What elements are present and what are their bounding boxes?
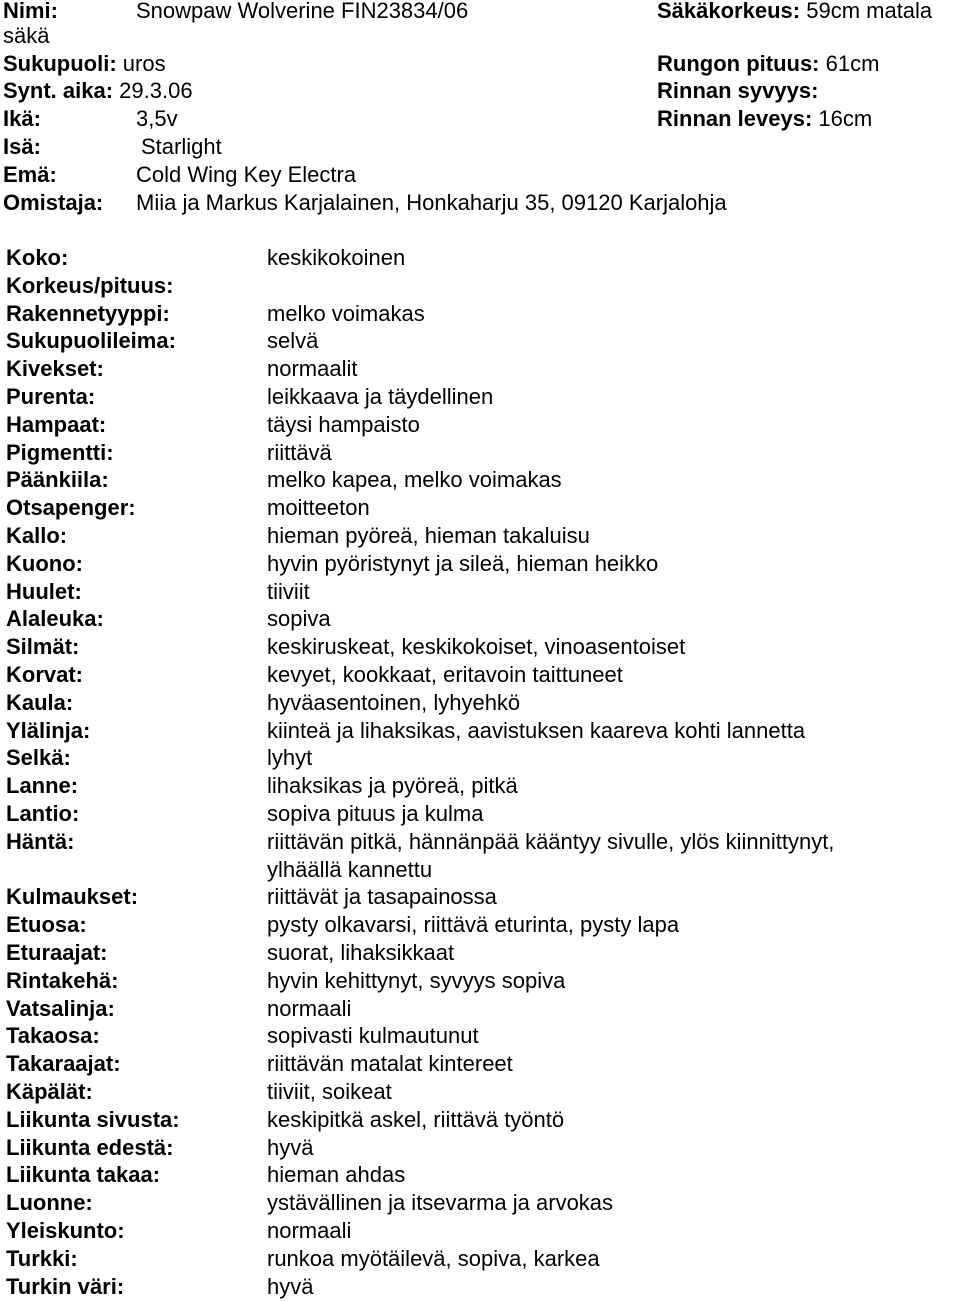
evaluation-label: Yleiskunto:: [6, 1218, 125, 1243]
omistaja-value: Miia ja Markus Karjalainen, Honkaharju 35, 09120 Karjalohja: [136, 190, 727, 215]
evaluation-row: [3, 494, 960, 522]
evaluation-value: lihaksikas ja pyöreä, pitkä: [267, 773, 518, 799]
evaluation-row: [3, 327, 960, 355]
ema-label: Emä:: [3, 162, 57, 187]
evaluation-row: [3, 1078, 960, 1106]
rungon-pituus-label: Rungon pituus:: [657, 51, 820, 76]
evaluation-row: [3, 633, 960, 661]
evaluation-value: kevyet, kookkaat, eritavoin taittuneet: [267, 662, 623, 687]
evaluation-row: [3, 1245, 960, 1273]
nimi-wrap-row: [3, 22, 960, 50]
ika-row: [3, 105, 960, 133]
evaluation-row: [3, 717, 960, 745]
evaluation-value: sopivasti kulmautunut: [267, 1023, 479, 1049]
evaluation-label: Purenta:: [6, 384, 96, 409]
evaluation-value: suorat, lihaksikkaat: [267, 940, 455, 965]
evaluation-label: Turkin väri:: [6, 1273, 125, 1299]
evaluation-label: Pigmentti:: [6, 439, 114, 465]
isa-label: Isä:: [3, 134, 41, 159]
ika-value: 3,5v: [136, 106, 178, 131]
evaluation-row: [3, 1273, 960, 1301]
isa-value: Starlight: [141, 134, 222, 159]
evaluation-label: Korvat:: [6, 662, 84, 687]
evaluation-row: [3, 1050, 960, 1078]
evaluation-row: [3, 800, 960, 828]
evaluation-row: [3, 744, 960, 772]
evaluation-row: [3, 411, 960, 439]
evaluation-value: riittävät ja tasapainossa: [267, 884, 497, 910]
sukupuoli-label: Sukupuoli:: [3, 51, 117, 76]
evaluation-label: Ylälinja:: [6, 717, 91, 743]
evaluation-value: ylhäällä kannettu: [267, 856, 433, 882]
sukupuoli-row: [3, 50, 960, 78]
evaluation-label: Kallo:: [6, 523, 68, 548]
evaluation-value: hieman ahdas: [267, 1162, 406, 1188]
evaluation-value: riittävän matalat kintereet: [267, 1051, 513, 1077]
evaluation-value: keskikokoinen: [267, 245, 406, 270]
evaluation-label: Kuono:: [6, 550, 83, 576]
evaluation-row: [3, 1022, 960, 1050]
evaluation-value: selvä: [267, 328, 319, 354]
evaluation-row: [3, 856, 960, 884]
evaluation-row: [3, 1189, 960, 1217]
synt-row: [3, 77, 960, 105]
omistaja-row: [3, 189, 960, 217]
evaluation-row: [3, 911, 960, 939]
evaluation-label: Huulet:: [6, 578, 82, 604]
isa-row: [3, 133, 960, 161]
evaluation-label: Otsapenger:: [6, 495, 136, 521]
evaluation-label: Liikunta sivusta:: [6, 1106, 180, 1132]
evaluation-row: [3, 466, 960, 494]
evaluation-row: [3, 244, 960, 272]
evaluation-label: Lantio:: [6, 801, 80, 826]
evaluation-value: tiiviit: [267, 578, 310, 604]
evaluation-value: tiiviit, soikeat: [267, 1079, 392, 1104]
evaluation-row: [3, 605, 960, 633]
evaluation-row: [3, 939, 960, 967]
evaluation-label: Turkki:: [6, 1245, 78, 1271]
evaluation-value: hyvin kehittynyt, syvyys sopiva: [267, 967, 566, 993]
evaluation-value: sopiva: [267, 606, 331, 632]
evaluation-row: [3, 1134, 960, 1162]
evaluation-value: hyväasentoinen, lyhyehkö: [267, 689, 521, 715]
ema-value: Cold Wing Key Electra: [136, 162, 357, 187]
evaluation-label: Kaula:: [6, 689, 74, 715]
evaluation-label: Rintakehä:: [6, 967, 119, 993]
evaluation-value: normaalit: [267, 356, 358, 382]
evaluation-value: melko voimakas: [267, 300, 425, 326]
evaluation-label: Korkeus/pituus:: [6, 272, 174, 298]
evaluation-label: Hampaat:: [6, 411, 107, 437]
evaluation-value: ystävällinen ja itsevarma ja arvokas: [267, 1190, 614, 1216]
evaluation-row: [3, 661, 960, 689]
synt-value: 29.3.06: [119, 78, 193, 103]
evaluation-row: [3, 383, 960, 411]
evaluation-row: [3, 522, 960, 550]
evaluation-label: Kivekset:: [6, 356, 104, 382]
evaluation-value: hyvä: [267, 1134, 314, 1160]
evaluation-value: normaali: [267, 995, 352, 1021]
evaluation-row: [3, 1106, 960, 1134]
evaluation-label: Vatsalinja:: [6, 995, 115, 1021]
evaluation-value: sopiva pituus ja kulma: [267, 801, 484, 826]
evaluation-value: runkoa myötäilevä, sopiva, karkea: [267, 1245, 600, 1271]
evaluation-label: Luonne:: [6, 1190, 93, 1216]
evaluation-value: kiinteä ja lihaksikas, aavistuksen kaareva kohti lannetta: [267, 717, 806, 743]
nimi-value: Snowpaw Wolverine FIN23834/06: [136, 0, 469, 23]
evaluation-label: Selkä:: [6, 745, 71, 771]
evaluation-label: Liikunta edestä:: [6, 1134, 174, 1160]
evaluation-value: riittävän pitkä, hännänpää kääntyy sivulle, ylös kiinnittynyt,: [267, 828, 835, 854]
evaluation-row: [3, 828, 960, 856]
rinnan-leveys-label: Rinnan leveys:: [657, 106, 813, 131]
evaluation-value: keskiruskeat, keskikokoiset, vinoasentoiset: [267, 634, 686, 660]
evaluation-row: [3, 355, 960, 383]
synt-label: Synt. aika:: [3, 78, 114, 103]
evaluation-row: [3, 883, 960, 911]
evaluation-value: melko kapea, melko voimakas: [267, 467, 562, 493]
evaluation-value: leikkaava ja täydellinen: [267, 384, 494, 409]
evaluation-row: [3, 300, 960, 328]
evaluation-value: hyvä: [267, 1273, 314, 1299]
rungon-pituus-value: 61cm: [825, 51, 880, 76]
sukupuoli-value: uros: [122, 51, 166, 76]
evaluation-label: Silmät:: [6, 634, 80, 660]
evaluation-value: hieman pyöreä, hieman takaluisu: [267, 523, 590, 548]
evaluation-value: pysty olkavarsi, riittävä eturinta, pysty lapa: [267, 912, 680, 938]
sakakorkeus-value: 59cm matala: [806, 0, 933, 23]
evaluation-label: Rakennetyyppi:: [6, 300, 170, 326]
evaluation-label: Sukupuolileima:: [6, 328, 176, 354]
evaluation-row: [3, 1161, 960, 1189]
sakakorkeus-wrap: säkä: [3, 23, 50, 48]
evaluation-row: [3, 578, 960, 606]
evaluation-value: moitteeton: [267, 495, 370, 521]
rinnan-leveys-value: 16cm: [818, 106, 873, 131]
evaluation-label: Käpälät:: [6, 1079, 93, 1104]
evaluation-row: [3, 967, 960, 995]
evaluation-value: lyhyt: [267, 745, 313, 771]
omistaja-label: Omistaja:: [3, 190, 104, 215]
evaluation-label: Kulmaukset:: [6, 884, 139, 910]
evaluation-row: [3, 272, 960, 300]
evaluation-row: [3, 772, 960, 800]
evaluation-label: Koko:: [6, 245, 69, 270]
evaluation-label: Takaosa:: [6, 1023, 100, 1049]
ika-label: Ikä:: [3, 106, 41, 131]
evaluation-row: [3, 550, 960, 578]
evaluation-label: Lanne:: [6, 773, 79, 799]
evaluation-label: Eturaajat:: [6, 940, 108, 965]
evaluation-row: [3, 689, 960, 717]
nimi-label: Nimi:: [3, 0, 58, 23]
evaluation-value: hyvin pyöristynyt ja sileä, hieman heikko: [267, 550, 659, 576]
evaluation-value: normaali: [267, 1218, 352, 1243]
evaluation-label: Häntä:: [6, 828, 75, 854]
rinnan-syvyys-label: Rinnan syvyys:: [657, 78, 819, 103]
evaluation-label: Päänkiila:: [6, 467, 109, 493]
evaluation-value: keskipitkä askel, riittävä työntö: [267, 1106, 565, 1132]
evaluation-row: [3, 1217, 960, 1245]
evaluation-label: Alaleuka:: [6, 606, 104, 632]
ema-row: [3, 161, 960, 189]
evaluation-row: [3, 439, 960, 467]
evaluation-value: riittävä: [267, 439, 332, 465]
evaluation-label: Etuosa:: [6, 912, 87, 938]
sakakorkeus-label: Säkäkorkeus:: [657, 0, 801, 23]
evaluation-label: Takaraajat:: [6, 1051, 121, 1077]
evaluation-label: Liikunta takaa:: [6, 1162, 161, 1188]
evaluation-value: täysi hampaisto: [267, 411, 420, 437]
evaluation-row: [3, 995, 960, 1023]
